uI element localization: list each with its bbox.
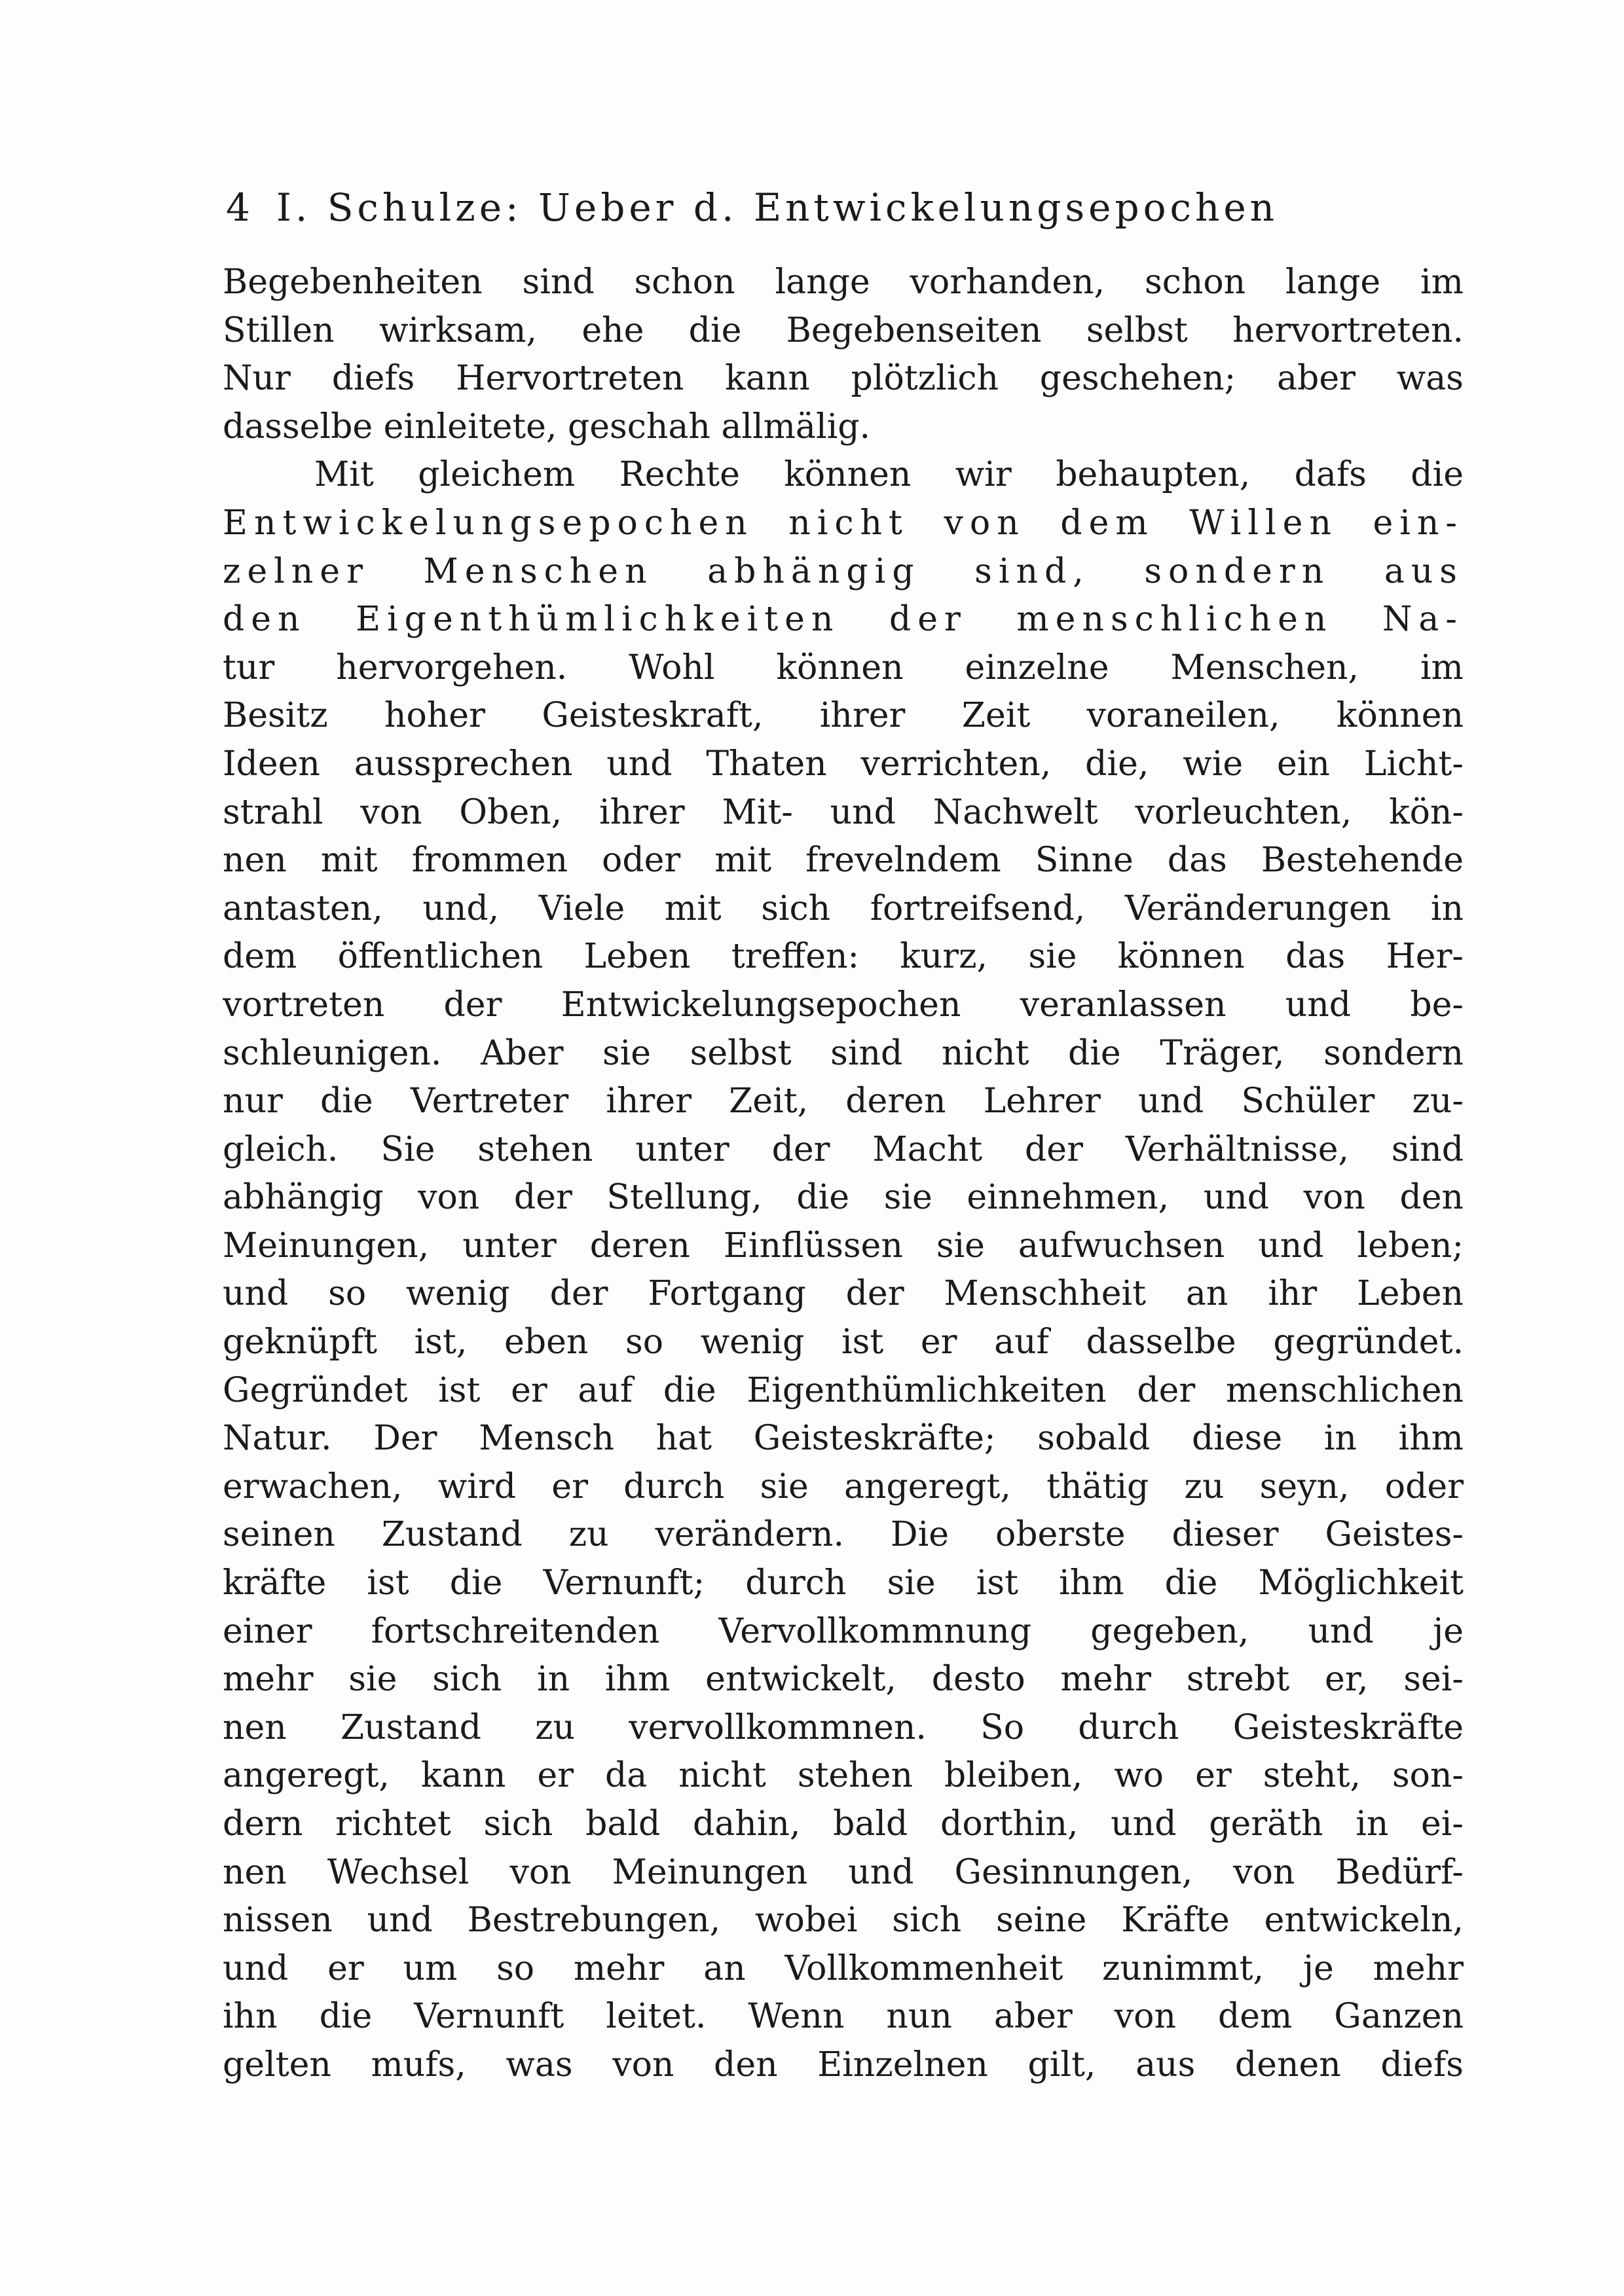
- text-line: Besitz hoher Geisteskraft, ihrer Zeit voraneilen, können: [223, 696, 1464, 736]
- text-line: kräfte ist die Vernunft; durch sie ist ihm die Möglichkeit: [223, 1563, 1464, 1603]
- running-head: I. Schulze: Ueber d. Entwickelungsepochen: [276, 185, 1279, 230]
- text-line: gleich. Sie stehen unter der Macht der Verhältnisse, sind: [223, 1129, 1464, 1169]
- text-line: Natur. Der Mensch hat Geisteskräfte; sobald diese in ihm: [223, 1419, 1464, 1459]
- text-line: seinen Zustand zu verändern. Die oberste dieser Geistes-: [223, 1515, 1464, 1555]
- text-line: Stillen wirksam, ehe die Begebenseiten selbst hervortreten.: [223, 310, 1464, 350]
- text-line: nen Wechsel von Meinungen und Gesinnungen, von Bedürf-: [223, 1852, 1464, 1892]
- text-line: mehr sie sich in ihm entwickelt, desto mehr strebt er, sei-: [223, 1660, 1464, 1700]
- text-line: dern richtet sich bald dahin, bald dorthin, und geräth in ei-: [223, 1804, 1464, 1844]
- text-line: erwachen, wird er durch sie angeregt, thätig zu seyn, oder: [223, 1467, 1464, 1506]
- text-line: ihn die Vernunft leitet. Wenn nun aber von dem Ganzen: [223, 1997, 1464, 2037]
- body-text: [223, 259, 1464, 2090]
- text-line: Meinungen, unter deren Einflüssen sie aufwuchsen und leben;: [223, 1226, 1464, 1266]
- text-line: vortreten der Entwickelungsepochen veranlassen und be-: [223, 985, 1464, 1025]
- text-line: dem öffentlichen Leben treffen: kurz, sie können das Her-: [223, 937, 1464, 977]
- text-line: nen mit frommen oder mit frevelndem Sinne das Bestehende: [223, 841, 1464, 881]
- text-line: Gegründet ist er auf die Eigenthümlichkeiten der menschlichen: [223, 1370, 1464, 1410]
- text-line: Nur diefs Hervortreten kann plötzlich geschehen; aber was: [223, 359, 1464, 399]
- text-line: einer fortschreitenden Vervollkommnung gegeben, und je: [223, 1611, 1464, 1651]
- text-line: Entwickelungsepochen nicht von dem Willen ein-: [223, 503, 1464, 543]
- text-line: Ideen aussprechen und Thaten verrichten, die, wie ein Licht-: [223, 744, 1464, 784]
- text-line: nissen und Bestrebungen, wobei sich seine Kräfte entwickeln,: [223, 1901, 1464, 1941]
- text-line: und so wenig der Fortgang der Menschheit an ihr Leben: [223, 1274, 1464, 1314]
- text-line: antasten, und, Viele mit sich fortreifsend, Veränderungen in: [223, 888, 1464, 928]
- text-line: dasselbe einleitete, geschah allmälig.: [223, 407, 871, 446]
- text-line: nur die Vertreter ihrer Zeit, deren Lehrer und Schüler zu-: [223, 1082, 1464, 1121]
- text-line: zelner Menschen abhängig sind, sondern aus: [223, 551, 1464, 591]
- page-number: 4: [226, 185, 251, 230]
- text-line: strahl von Oben, ihrer Mit- und Nachwelt vorleuchten, kön-: [223, 792, 1464, 832]
- text-line: nen Zustand zu vervollkommnen. So durch Geisteskräfte: [223, 1707, 1464, 1747]
- text-line: tur hervorgehen. Wohl können einzelne Menschen, im: [223, 647, 1464, 687]
- text-line: schleunigen. Aber sie selbst sind nicht die Träger, sondern: [223, 1033, 1464, 1073]
- page-header: [226, 178, 1470, 237]
- text-line: abhängig von der Stellung, die sie einnehmen, und von den: [223, 1178, 1464, 1218]
- text-line: gelten mufs, was von den Einzelnen gilt, aus denen diefs: [223, 2045, 1464, 2085]
- text-line: Begebenheiten sind schon lange vorhanden, schon lange im: [223, 263, 1464, 302]
- text-line: und er um so mehr an Vollkommenheit zunimmt, je mehr: [223, 1948, 1464, 1988]
- text-line: angeregt, kann er da nicht stehen bleiben, wo er steht, son-: [223, 1756, 1464, 1796]
- text-line: geknüpft ist, eben so wenig ist er auf dasselbe gegründet.: [223, 1322, 1464, 1362]
- text-line: Mit gleichem Rechte können wir behaupten, dafs die: [314, 455, 1464, 495]
- text-line: den Eigenthümlichkeiten der menschlichen Na-: [223, 600, 1464, 640]
